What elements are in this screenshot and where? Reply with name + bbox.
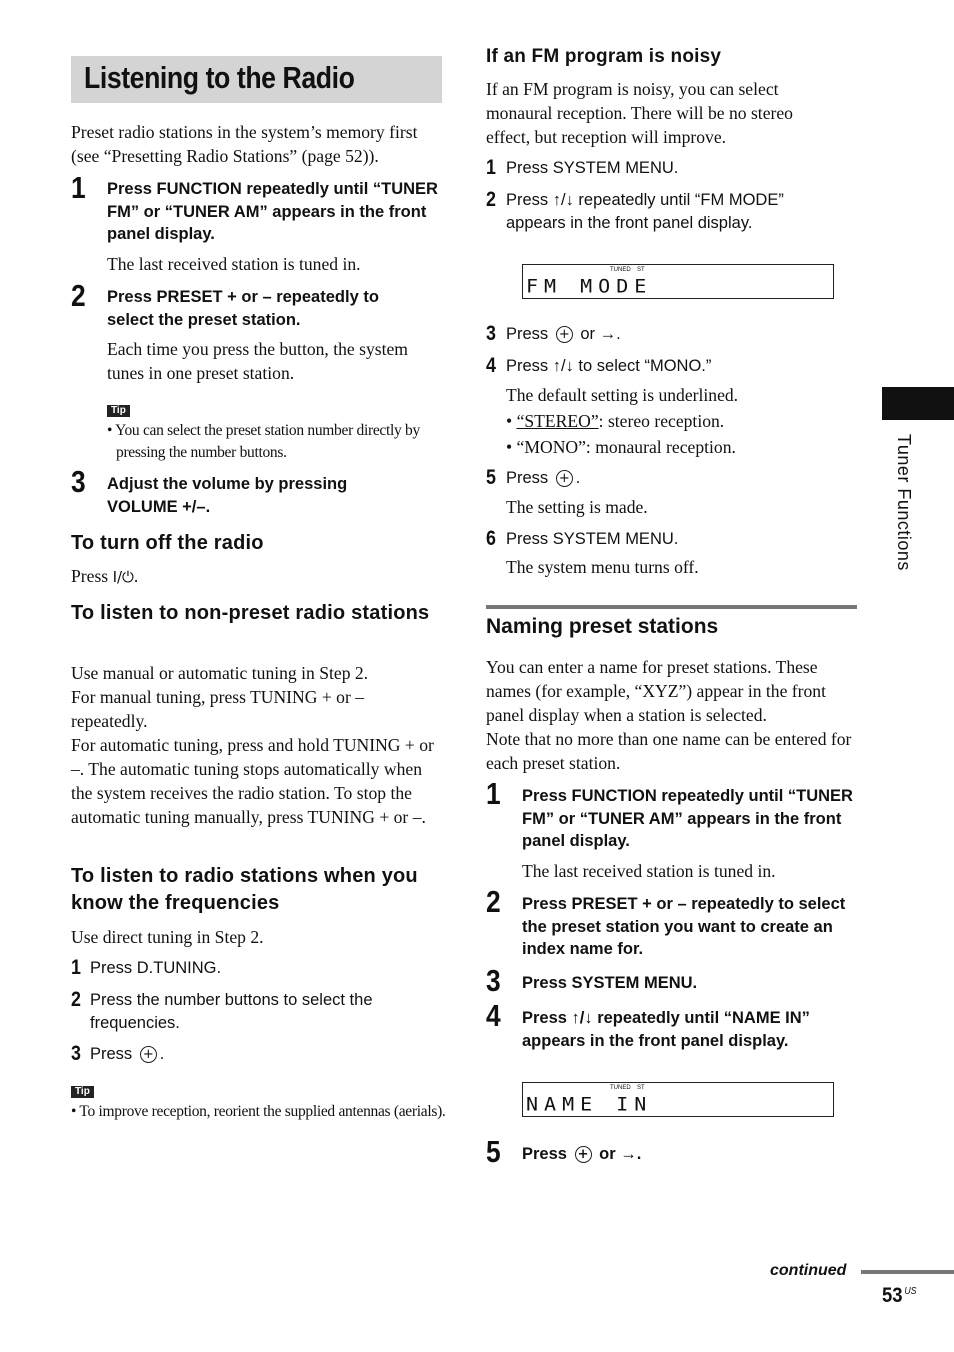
- option-stereo-desc: : stereo reception.: [598, 411, 725, 431]
- lcd-display: [522, 264, 834, 299]
- tuned-indicator: TUNED: [610, 267, 631, 273]
- tip-badge: Tip: [71, 1086, 94, 1098]
- step-title: Press PRESET + or – repeatedly to select the preset station you want to create an index name for.: [522, 895, 846, 958]
- turn-off-label: Press: [71, 566, 109, 586]
- step-number: 4: [486, 998, 501, 1033]
- step-number: 2: [486, 188, 496, 211]
- body-paragraph: The system menu turns off.: [506, 557, 699, 577]
- step-text: Press ↑/↓ repeatedly until “FM MODE” appears in the front panel display.: [506, 191, 784, 232]
- step-text: Press + .: [90, 1043, 420, 1066]
- step-text: Press SYSTEM MENU.: [506, 530, 679, 548]
- intro-paragraph: Preset radio stations in the system’s memory first (see “Presetting Radio Stations” (page 52)).: [71, 122, 418, 166]
- step-number: 2: [71, 988, 81, 1011]
- lcd-text: NAME IN: [526, 1092, 653, 1116]
- tip-text: • You can select the preset station number directly by pressing the number buttons.: [107, 422, 420, 461]
- tip-badge: Tip: [107, 405, 130, 417]
- step-number: 1: [71, 956, 81, 979]
- step-number: 3: [71, 464, 86, 499]
- step-number: 1: [71, 170, 86, 205]
- step-label: Press: [506, 325, 549, 343]
- step-label: Press: [90, 1045, 133, 1063]
- body-paragraph: For manual tuning, press TUNING + or – repeatedly.: [71, 687, 365, 731]
- step-text: [506, 323, 841, 346]
- page-number-value: 53: [882, 1284, 903, 1307]
- step-text: Press D.TUNING.: [90, 959, 222, 977]
- page-title: [71, 56, 442, 103]
- enter-button-icon: [556, 470, 573, 487]
- body-paragraph: Use direct tuning in Step 2.: [71, 927, 264, 947]
- page-title-text: Listening to the Radio: [84, 60, 355, 95]
- section-heading: To turn off the radio: [71, 532, 264, 554]
- step-label: or →.: [580, 325, 621, 343]
- lcd-text: FM MODE: [526, 274, 653, 298]
- step-text: Press the number buttons to select the frequencies.: [90, 991, 373, 1032]
- stereo-indicator: ST: [637, 1085, 645, 1091]
- step-text: Press + .: [506, 467, 841, 490]
- step-number: 5: [486, 1134, 501, 1169]
- step-number: 4: [486, 354, 496, 377]
- step-number: 3: [486, 963, 501, 998]
- step-number: 3: [486, 322, 496, 345]
- step-title: Press SYSTEM MENU.: [522, 974, 698, 992]
- step-number: 1: [486, 156, 496, 179]
- step-text: Press ↑/↓ to select “MONO.”: [506, 357, 712, 375]
- body-paragraph: The default setting is underlined.: [506, 385, 739, 405]
- power-icon: I/⏻: [112, 568, 134, 586]
- step-number: 5: [486, 466, 496, 489]
- lcd-display: [522, 1082, 834, 1117]
- step-text: Press SYSTEM MENU.: [506, 159, 679, 177]
- page-number-suffix: US: [904, 1286, 917, 1297]
- continued-label: continued: [770, 1262, 847, 1279]
- enter-button-icon: [556, 326, 573, 343]
- body-paragraph: If an FM program is noisy, you can select monaural reception. There will be no stereo effect, but reception will improve.: [486, 79, 793, 147]
- body-paragraph: You can enter a name for preset stations. These names (for example, “XYZ”) appear in the front panel display when a station is selected.: [486, 657, 826, 725]
- section-heading: To listen to non-preset radio stations: [71, 602, 430, 624]
- option-item: • “STEREO”: stereo reception.: [506, 411, 725, 431]
- chapter-label-text: Tuner Functions: [894, 434, 914, 571]
- section-heading: If an FM program is noisy: [486, 46, 722, 67]
- enter-button-icon: [140, 1046, 157, 1063]
- step-title: Press ↑/↓ repeatedly until “NAME IN” appears in the front panel display.: [522, 1009, 810, 1050]
- body-paragraph: The setting is made.: [506, 497, 648, 517]
- step-label: Press: [522, 1145, 567, 1163]
- step-title: [522, 1143, 852, 1166]
- step-note: Each time you press the button, the system tunes in one preset station.: [107, 339, 408, 383]
- step-label: Press: [506, 469, 549, 487]
- chapter-tab: [882, 387, 954, 420]
- page-number: [882, 1284, 917, 1308]
- body-paragraph: Use manual or automatic tuning in Step 2.: [71, 663, 369, 683]
- step-note: The last received station is tuned in.: [522, 861, 776, 881]
- section-heading: Naming preset stations: [486, 615, 719, 638]
- tip-text: • To improve reception, reorient the supplied antennas (aerials).: [71, 1103, 446, 1120]
- step-number: 2: [486, 884, 501, 919]
- chapter-label: [893, 434, 915, 594]
- body-paragraph: For automatic tuning, press and hold TUNING + or –. The automatic tuning stops automatically when the system receives the radio station. To stop the automatic tuning manually, press TUNING + or –.: [71, 735, 434, 827]
- step-note: The last received station is tuned in.: [107, 254, 361, 274]
- continued-bar: [861, 1270, 954, 1274]
- step-number: 1: [486, 776, 501, 811]
- step-title: Adjust the volume by pressing VOLUME +/–.: [107, 475, 348, 516]
- section-heading: To listen to radio stations when you know the frequencies: [71, 865, 418, 914]
- step-title: Press FUNCTION repeatedly until “TUNER FM” or “TUNER AM” appears in the front panel display.: [522, 787, 853, 850]
- section-rule: [486, 605, 857, 609]
- step-title: Press PRESET + or – repeatedly to select the preset station.: [107, 288, 379, 329]
- step-label: or →.: [599, 1145, 642, 1163]
- step-number: 6: [486, 527, 496, 550]
- step-number: 3: [71, 1042, 81, 1065]
- option-stereo: “STEREO”: [516, 411, 599, 431]
- enter-button-icon: [575, 1146, 592, 1163]
- stereo-indicator: ST: [637, 267, 645, 273]
- tuned-indicator: TUNED: [610, 1085, 631, 1091]
- step-title: Press FUNCTION repeatedly until “TUNER FM” or “TUNER AM” appears in the front panel display.: [107, 180, 438, 243]
- option-item: • “MONO”: monaural reception.: [506, 437, 736, 457]
- step-number: 2: [71, 278, 86, 313]
- turn-off-text: Press I/⏻.: [71, 566, 139, 586]
- body-paragraph: Note that no more than one name can be entered for each preset station.: [486, 729, 852, 773]
